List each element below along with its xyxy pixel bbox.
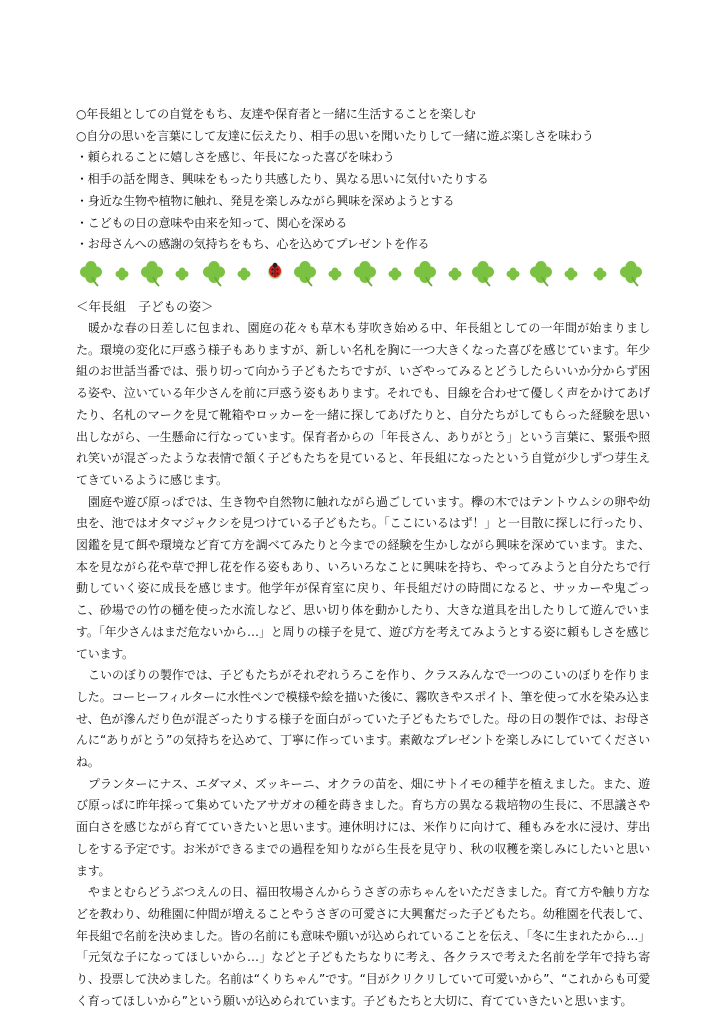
clover-icon — [80, 261, 251, 286]
goal-item: ・身近な生物や植物に触れ、発見を楽しみながら興味を深めようとする — [76, 193, 455, 208]
goal-item: ○年長組としての自覚をもち、友達や保育者と一緒に生活することを楽しむ — [76, 107, 476, 121]
section-heading: ＜年長組 子どもの姿＞ — [76, 299, 214, 314]
goal-item: ・頼られることに嬉しさを感じ、年長になった喜びを味わう — [76, 150, 395, 165]
paragraph: 暖かな春の日差しに包まれ、園庭の花々も草木も芽吹き始める中、年長組としての一年間が始まりました。環境の変化に戸惑う様子もありますが、新しい名札を胸に一つ大きくなった喜びを感じています。年少組のお世話当番では、張り切って向かう子どもたちですが、いざやってみるとどうしたらいいか分からず困る姿や、泣いている年少さんを前に戸惑う姿もあります。それでも、目線を合わせて優しく声をかけてあげたり、名札のマークを見て靴箱やロッカーを一緒に探してあげたりと、自分たちがしてもらった経験を思い出しながら、一生懸命に行なっています。保育者からの「年長さん、ありがとう」という言葉に、緊張や照れ笑いが混ざったような表情で頷く子どもたちを見ていると、年長組になったという自覚が少しずつ芽生えてきているように感じます。 — [76, 321, 650, 487]
goal-item: ・相手の話を聞き、興味をもったり共感したり、異なる思いに気付いたりする — [76, 172, 489, 187]
goal-item: ・こどもの日の意味や由来を知って、関心を深める — [76, 215, 348, 230]
clover-icon — [294, 261, 642, 286]
goal-item: ○自分の思いを言葉にして友達に伝えたり、相手の思いを聞いたりして一緒に遊ぶ楽しさを味わう — [76, 128, 594, 143]
report-body — [76, 318, 650, 1013]
goals-list — [76, 104, 676, 256]
paragraph: 園庭や遊び原っぱでは、生き物や自然物に触れながら過ごしています。欅の木ではテントウムシの卵や幼虫を、池ではオタマジャクシを見つけている子どもたち。「ここにいるはず！」と一目散に探しに行ったり、図鑑を見て餌や環境など育て方を調べてみたりと今までの経験を生かしながら興味を深めています。また、本を見ながら花や草で押し花を作る姿もあり、いろいろなことに興味を持ち、やってみようと自分たちで行動していく姿に成長を感じます。他学年が保育室に戻り、年長組だけの時間になると、サッカーや鬼ごっこ、砂場での竹の樋を使った水流しなど、思い切り体を動かしたり、大きな道具を出したりして遊んでいます。「年少さんはまだ危ないから…」と周りの様子を見て、遊び方を考えてみようとする姿に頼もしさを感じています。 — [76, 494, 650, 661]
paragraph: こいのぼりの製作では、子どもたちがそれぞれうろこを作り、クラスみんなで一つのこいのぼりを作りました。コーヒーフィルターに水性ペンで模様や絵を描いた後に、霧吹きやスポイト、筆を使って水を染み込ませ、色が滲んだり色が混ざったりする様子を面白がっていた子どもたちでした。母の日の製作では、お母さんに“ありがとう”の気持ちを込めて、丁寧に作っています。素敵なプレゼントを楽しみにしていてくださいね。 — [76, 668, 650, 770]
paragraph: やまとむらどうぶつえんの日、福田牧場さんからうさぎの赤ちゃんをいただきました。育て方や触り方などを教わり、幼稚園に仲間が増えることやうさぎの可愛さに大興奮だった子どもたち。幼稚園を代表して、年長組で名前を決めました。皆の名前にも意味や願いが込められていることを伝え、「冬に生まれたから…」「元気な子になってほしいから…」などと子どもたちなりに考え、各クラスで考えた名前を学年で持ち寄り、投票して決めました。名前は“くりちゃん”です。“目がクリクリしていて可愛いから”、“これからも可愛く育ってほしいから”という願いが込められています。子どもたちと大切に、育てていきたいと思います。 — [76, 885, 650, 1008]
clover-divider — [78, 258, 648, 290]
ladybug-icon — [268, 263, 282, 279]
goal-item: ・お母さんへの感謝の気持ちをもち、心を込めてプレゼントを作る — [76, 237, 430, 252]
paragraph: プランターにナス、エダマメ、ズッキーニ、オクラの苗を、畑にサトイモの種芋を植えました。また、遊び原っぱに昨年採って集めていたアサガオの種を蒔きました。育ち方の異なる栽培物の生長に、不思議さや面白さを感じながら育てていきたいと思います。連休明けには、米作りに向けて、種もみを水に浸け、芽出しをする予定です。お米ができるまでの過程を知りながら生長を見守り、秋の収穫を楽しみにしたいと思います。 — [76, 776, 650, 878]
